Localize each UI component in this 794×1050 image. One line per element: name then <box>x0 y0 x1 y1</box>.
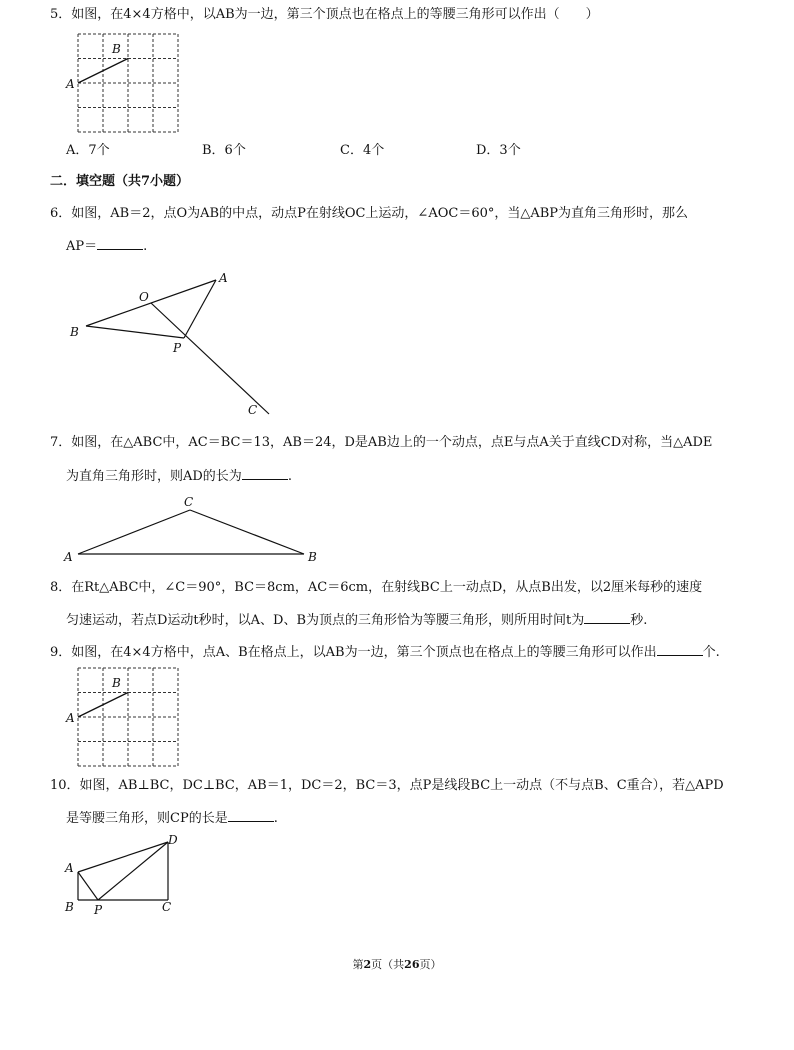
question-7-line-1: 7．如图，在△ABC中，AC＝BC＝13，AB＝24，D是AB边上的一个动点，点E与点A关于直线CD对称，当△ADE <box>50 435 713 450</box>
q7-label-c: C <box>184 495 194 509</box>
q9-answer-blank <box>657 642 703 656</box>
q6-ray-oc <box>151 303 269 414</box>
section-title-fill-in: 二．填空题（共7小题） <box>50 174 190 189</box>
q9-dashed-grid <box>78 668 178 766</box>
q8-answer-prefix: 匀速运动，若点D运动t秒时，以A、D、B为顶点的三角形恰为等腰三角形，则所用时间t为 <box>66 613 585 628</box>
q6-label-a: A <box>219 271 228 285</box>
q10-answer-suffix: . <box>273 811 278 826</box>
question-9-line-1 <box>50 642 720 662</box>
q9-point-label-b: B <box>112 676 121 690</box>
q5-choice-c: C．4个 <box>340 143 385 158</box>
q6-label-b: B <box>70 325 79 339</box>
q6-segment-ap <box>184 280 216 338</box>
question-8-line-2 <box>66 610 647 630</box>
q10-segment-ad <box>78 842 168 872</box>
question-6-line-1: 6．如图，AB＝2，点O为AB的中点，动点P在射线OC上运动，∠AOC＝60°，当△ABP为直角三角形时，那么 <box>50 206 689 221</box>
q10-segment-ap <box>78 872 98 900</box>
footer-mid: 页（共 <box>371 958 405 971</box>
q7-segment-bc <box>190 510 304 554</box>
q6-answer-blank <box>97 236 143 250</box>
q10-label-c: C <box>162 900 172 914</box>
q6-answer-prefix: AP＝ <box>66 239 98 254</box>
footer-page-number: 2 <box>363 958 372 971</box>
q6-segment-bp <box>86 326 184 338</box>
q9-grid-figure <box>62 668 192 773</box>
q10-label-p: P <box>94 903 103 917</box>
q5-grid-figure <box>62 34 192 139</box>
q7-label-b: B <box>308 550 317 564</box>
q6-label-p: P <box>173 341 182 355</box>
q6-label-o: O <box>139 290 149 304</box>
q5-point-label-b: B <box>112 42 121 56</box>
q7-answer-prefix: 为直角三角形时，则AD的长为 <box>66 469 242 484</box>
q9-stem: 9．如图，在4×4方格中，点A、B在格点上，以AB为一边，第三个顶点也在格点上的等腰三角形可以作出 <box>50 645 657 660</box>
q5-choice-d: D．3个 <box>476 143 521 158</box>
q10-segment-dp <box>98 842 168 900</box>
q10-label-b: B <box>65 900 74 914</box>
q8-answer-blank <box>584 610 630 624</box>
q6-figure <box>66 268 286 418</box>
q7-label-a: A <box>64 550 73 564</box>
question-5-stem: 5．如图，在4×4方格中，以AB为一边，第三个顶点也在格点上的等腰三角形可以作出（ ） <box>50 7 599 22</box>
q10-answer-blank <box>228 808 274 822</box>
question-6-line-2 <box>66 236 147 256</box>
q10-label-a: A <box>65 861 74 875</box>
q5-choice-b: B．6个 <box>202 143 246 158</box>
q8-answer-suffix: 秒. <box>630 613 648 628</box>
q10-label-d: D <box>168 833 178 847</box>
q6-answer-suffix: . <box>143 239 148 254</box>
q10-answer-prefix: 是等腰三角形，则CP的长是 <box>66 811 228 826</box>
footer-suffix: 页） <box>419 958 442 971</box>
q7-answer-blank <box>242 466 288 480</box>
q5-point-label-a: A <box>66 77 75 91</box>
q9-stem-suffix: 个. <box>702 645 720 660</box>
footer-total-pages: 26 <box>404 958 420 971</box>
question-10-line-1: 10．如图，AB⊥BC，DC⊥BC，AB＝1，DC＝2，BC＝3，点P是线段BC上一动点（不与点B、C重合），若△APD <box>50 778 724 793</box>
question-8-line-1: 8．在Rt△ABC中，∠C＝90°，BC＝8cm，AC＝6cm，在射线BC上一动点D，从点B出发，以2厘米每秒的速度 <box>50 580 703 595</box>
q7-segment-ac <box>78 510 190 554</box>
page-footer <box>0 956 794 972</box>
q5-choice-a: A．7个 <box>66 143 110 158</box>
q9-point-label-a: A <box>66 711 75 725</box>
question-10-line-2 <box>66 808 278 828</box>
q5-dashed-grid <box>78 34 178 132</box>
q7-figure <box>62 494 332 564</box>
footer-prefix: 第 <box>352 958 364 971</box>
q7-answer-suffix: . <box>287 469 292 484</box>
q10-figure <box>62 832 192 917</box>
question-7-line-2 <box>66 466 292 486</box>
q6-label-c: C <box>248 403 258 417</box>
